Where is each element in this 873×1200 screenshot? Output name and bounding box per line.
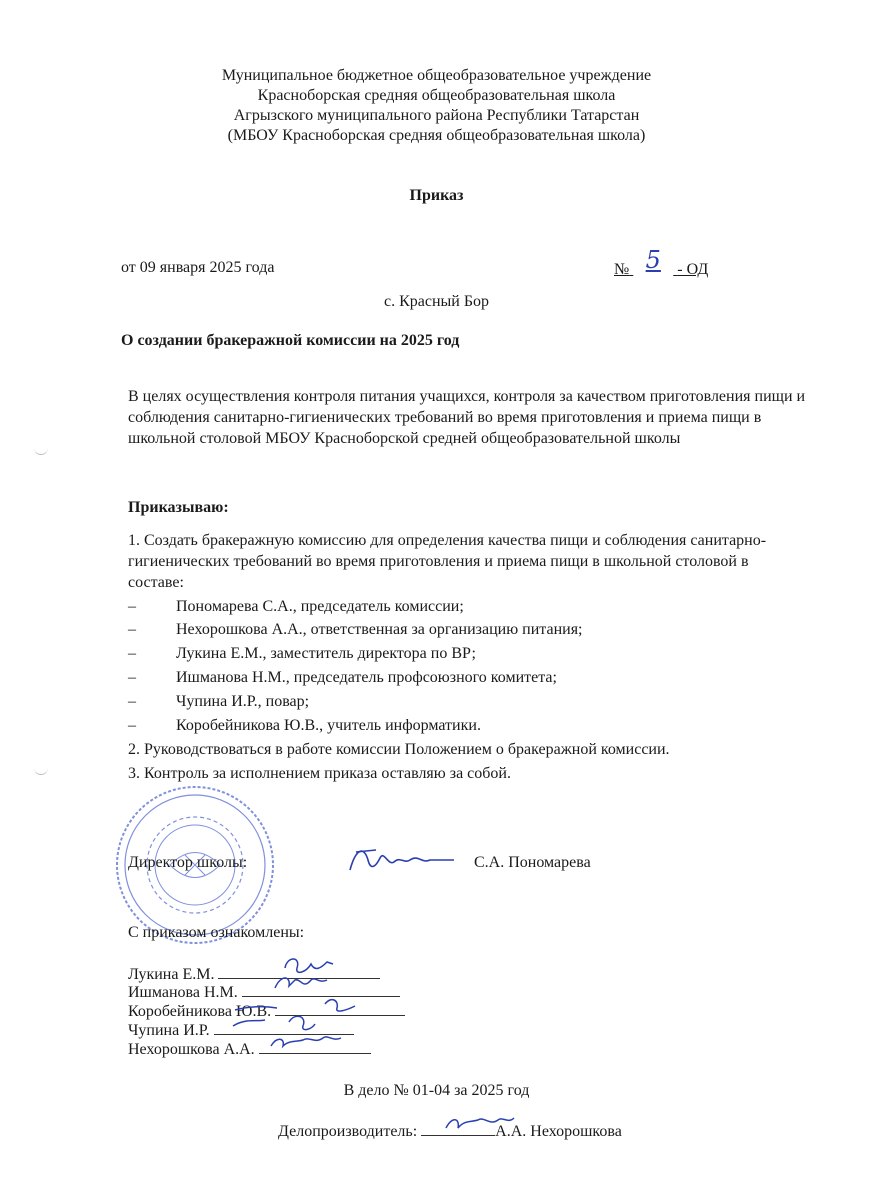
acquainted-name: Коробейникова Ю.В.: [128, 1003, 272, 1020]
clerk-label: Делопроизводитель:: [278, 1123, 418, 1140]
acquainted-title: С приказом ознакомлены:: [128, 924, 305, 941]
document-type-title: Приказ: [409, 187, 464, 204]
handwritten-number: 5: [645, 246, 661, 274]
dash-marker: –: [128, 669, 136, 686]
member-text: Чупина И.Р., повар;: [176, 693, 310, 710]
number-suffix: - ОД: [677, 261, 709, 278]
org-name-line-3: Агрызского муниципального района Республики Татарстан: [233, 107, 640, 124]
dash-marker: –: [128, 621, 136, 638]
item-3: 3. Контроль за исполнением приказа оставляю за собой.: [128, 765, 511, 782]
number-prefix: №: [614, 261, 630, 278]
clerk-signature: [440, 1102, 520, 1138]
org-name-line-4: (МБОУ Красноборская средняя общеобразовательная школа): [227, 127, 646, 144]
binder-mark: [34, 448, 48, 455]
org-name-line-1: Муниципальное бюджетное общеобразовательное учреждение: [221, 67, 652, 84]
order-subject: О создании бракеражной комиссии на 2025 год: [121, 332, 460, 349]
member-text: Пономарева С.А., председатель комиссии;: [176, 598, 464, 615]
member-row: [128, 597, 464, 617]
org-name-line-2: Красноборская средняя общеобразовательная школа: [257, 87, 616, 104]
member-row: [128, 692, 309, 712]
order-word: Приказываю:: [128, 499, 229, 516]
director-label: Директор школы:: [128, 854, 248, 871]
acquainted-name: Чупина И.Р.: [128, 1022, 210, 1039]
file-note: В дело № 01-04 за 2025 год: [343, 1082, 530, 1099]
order-date: от 09 января 2025 года: [121, 259, 275, 276]
member-row: [128, 620, 583, 640]
place-of-issue: с. Красный Бор: [383, 293, 490, 310]
director-signature: [346, 840, 458, 880]
item-2: 2. Руководствоваться в работе комиссии Положением о бракеражной комиссии.: [128, 741, 670, 758]
dash-marker: –: [128, 598, 136, 615]
member-row: [128, 644, 476, 664]
director-name: С.А. Пономарева: [474, 854, 591, 871]
order-number: [614, 246, 709, 280]
preamble-paragraph: В целях осуществления контроля питания учащихся, контроля за качеством приготовления пищи и соблюдения санитарно-гигиенических требований во время приготовления и приема пищи в школьной столовой МБОУ Красноборской средней общеобразовательной школы: [128, 388, 806, 447]
dash-marker: –: [128, 645, 136, 662]
item-1: 1. Создать бракеражную комиссию для определения качества пищи и соблюдения санитарно-гигиенических требований во время приготовления и приема пищи в школьной столовой в составе:: [128, 532, 767, 591]
binder-mark: [34, 768, 48, 775]
member-text: Ишманова Н.М., председатель профсоюзного комитета;: [176, 669, 557, 686]
member-text: Лукина Е.М., заместитель директора по ВР;: [176, 645, 476, 662]
member-text: Коробейникова Ю.В., учитель информатики.: [176, 717, 481, 734]
dash-marker: –: [128, 717, 136, 734]
member-row: [128, 668, 557, 688]
member-row: [128, 716, 481, 736]
dash-marker: –: [128, 693, 136, 710]
acquainted-signatures: [215, 950, 385, 1062]
member-text: Нехорошкова А.А., ответственная за организацию питания;: [176, 621, 583, 638]
acquainted-name: Лукина Е.М.: [128, 966, 215, 983]
acquainted-name: Ишманова Н.М.: [128, 984, 238, 1001]
acquainted-name: Нехорошкова А.А.: [128, 1041, 255, 1058]
clerk-name: А.А. Нехорошкова: [495, 1123, 622, 1140]
